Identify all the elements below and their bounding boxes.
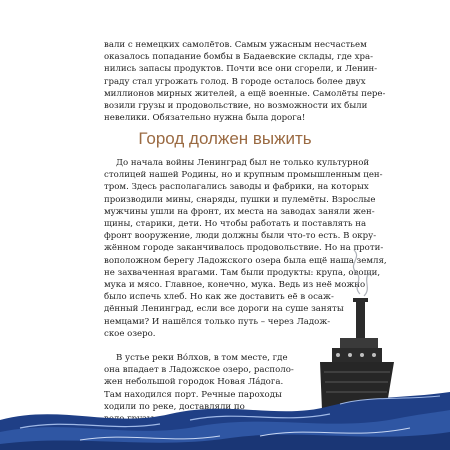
text-line: мужчины ушли на фронт, их места на заводах заняли жен- <box>104 206 375 217</box>
text-line: ходили по реке, доставляли по <box>104 401 245 412</box>
waves-illustration <box>0 392 450 450</box>
text-line: ское озеро. <box>104 328 156 339</box>
steam-icon <box>353 250 370 296</box>
text-line: невелики. Обязательно нужна была дорога! <box>104 113 306 124</box>
text-line: возили грузы и продовольствие, но возможности их были <box>104 101 368 112</box>
text-line: немцами? И нашёлся только путь – через Ладож- <box>104 316 331 327</box>
ship-illustration <box>320 298 394 410</box>
text-line: миллионов мирных жителей, а ещё военные. Самолёты пере- <box>104 88 386 99</box>
text-line: не захваченная врагами. Там были продукты: крупа, овощи, <box>104 267 381 278</box>
text-line: оказалось попадание бомбы в Бадаевские склады, где хра- <box>104 52 373 63</box>
text-line: столицей нашей Родины, но и крупным промышленным цен- <box>104 170 383 181</box>
text-line: вали с немецких самолётов. Самым ужасным несчастьем <box>104 40 367 50</box>
text-line: До начала войны Ленинград был не только культурной <box>116 158 370 168</box>
text-line: мука и мясо. Главное, конечно, мука. Ведь из неё можно <box>104 280 366 291</box>
text-line: граду стал угрожать голод. В городе осталось более двух <box>104 76 366 87</box>
text-line: жен небольшой городок Новая Лáдога. <box>104 377 284 388</box>
text-line: жённом городе заканчивалось продовольствие. Но на проти- <box>104 243 384 254</box>
text-line: производили мины, снаряды, пушки и пулемёты. Взрослые <box>104 194 376 205</box>
text-line: Там находился порт. Речные пароходы <box>104 389 282 400</box>
text-line: воположном берегу Ладожского озера была ещё наша земля, <box>104 255 387 266</box>
text-line: тром. Здесь располагались заводы и фабрики, на которых <box>104 182 369 193</box>
text-line: щины, старики, дети. Но чтобы работать и поставлять на <box>104 219 367 230</box>
text-line: нились запасы продуктов. Почти все они сгорели, и Ленин- <box>104 64 378 75</box>
text-line: она впадает в Ладожское озеро, располо- <box>104 365 294 376</box>
section-heading: Город должен выжить <box>138 129 312 148</box>
text-line: фронт вооружение, люди должны были что-то есть. В окру- <box>104 231 377 242</box>
text-line: В устье реки Вóлхов, в том месте, где <box>116 353 288 363</box>
text-line: было испечь хлеб. Но как же доставить её в осаж- <box>104 292 334 303</box>
text-line: дённый Ленинград, если все дороги на суше заняты <box>104 304 344 315</box>
